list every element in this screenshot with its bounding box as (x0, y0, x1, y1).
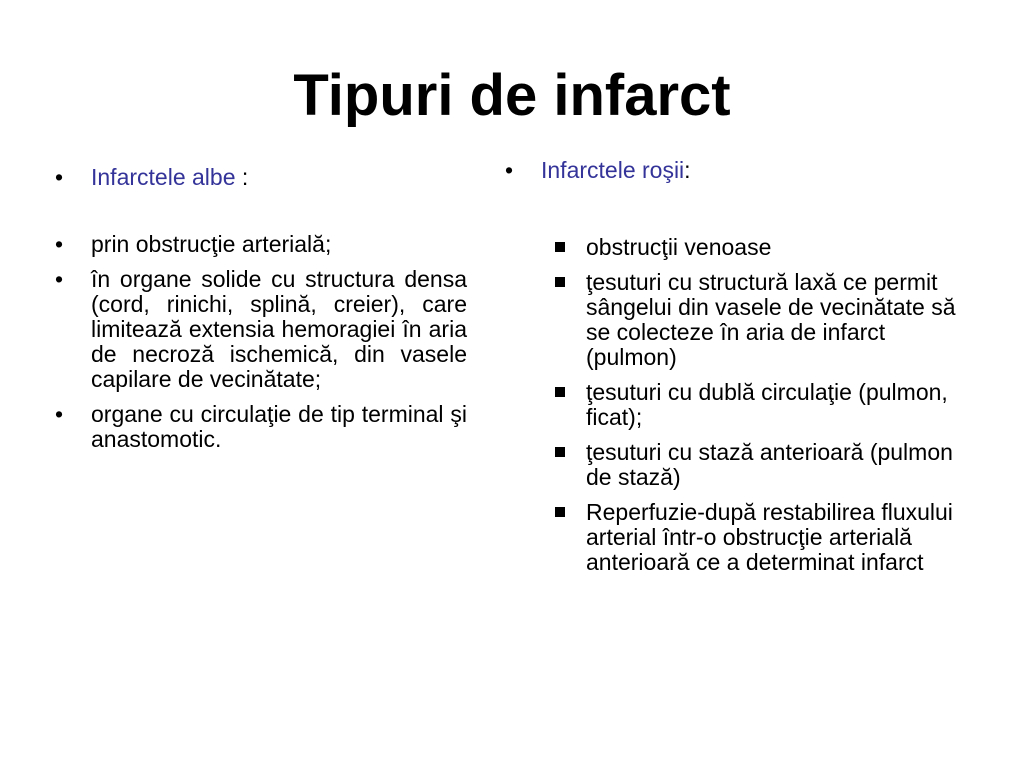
bullet-dot-icon: • (505, 157, 514, 183)
list-item (555, 440, 965, 490)
square-bullet-icon (555, 507, 565, 517)
bullet-dot-icon: • (55, 401, 64, 427)
right-item-text: ţesuturi cu dublă circulaţie (pulmon, ficat); (586, 379, 948, 430)
list-item (55, 232, 467, 257)
square-bullet-icon (555, 387, 565, 397)
left-heading (91, 165, 467, 190)
right-item-text: ţesuturi cu stază anterioară (pulmon de stază) (586, 439, 953, 490)
right-sub-list (555, 235, 965, 575)
square-bullet-icon (555, 277, 565, 287)
list-item (555, 380, 965, 430)
right-item-text: obstrucţii venoase (586, 234, 772, 260)
right-item-text: ţesuturi cu structură laxă ce permit sângelui din vasele de vecinătate să se colecteze în aria de infarct (pulmon) (586, 269, 956, 370)
list-item (55, 402, 467, 452)
list-item (55, 267, 467, 392)
bullet-dot-icon: • (55, 231, 64, 257)
slide-title: Tipuri de infarct (293, 63, 731, 128)
square-bullet-icon (555, 242, 565, 252)
bullet-dot-icon: • (55, 164, 64, 190)
left-item-text: prin obstrucţie arterială; (91, 231, 332, 257)
left-item-text: organe cu circulaţie de tip terminal şi anastomotic. (91, 401, 467, 452)
left-heading-label: Infarctele albe (91, 164, 236, 190)
right-heading-suffix: : (684, 157, 691, 183)
right-item-text: Reperfuzie-după restabilirea fluxului arterial într-o obstrucţie arterială anterioară ce a determinat infarct (586, 499, 953, 575)
left-item-text: în organe solide cu structura densa (cord, rinichi, splină, creier), care limitează extensia hemoragiei în aria de necroză ischemică, din vasele capilare de vecinătate; (91, 266, 467, 392)
left-heading-row (55, 165, 467, 190)
square-bullet-icon (555, 447, 565, 457)
right-heading-row (505, 158, 965, 183)
left-heading-suffix: : (235, 164, 249, 190)
list-item (555, 500, 965, 575)
list-item (555, 270, 965, 370)
list-item (555, 235, 965, 260)
left-column (55, 165, 467, 452)
right-column (505, 158, 965, 575)
bullet-dot-icon: • (55, 266, 64, 292)
right-heading-label: Infarctele roşii (541, 157, 685, 183)
right-heading (541, 158, 965, 183)
